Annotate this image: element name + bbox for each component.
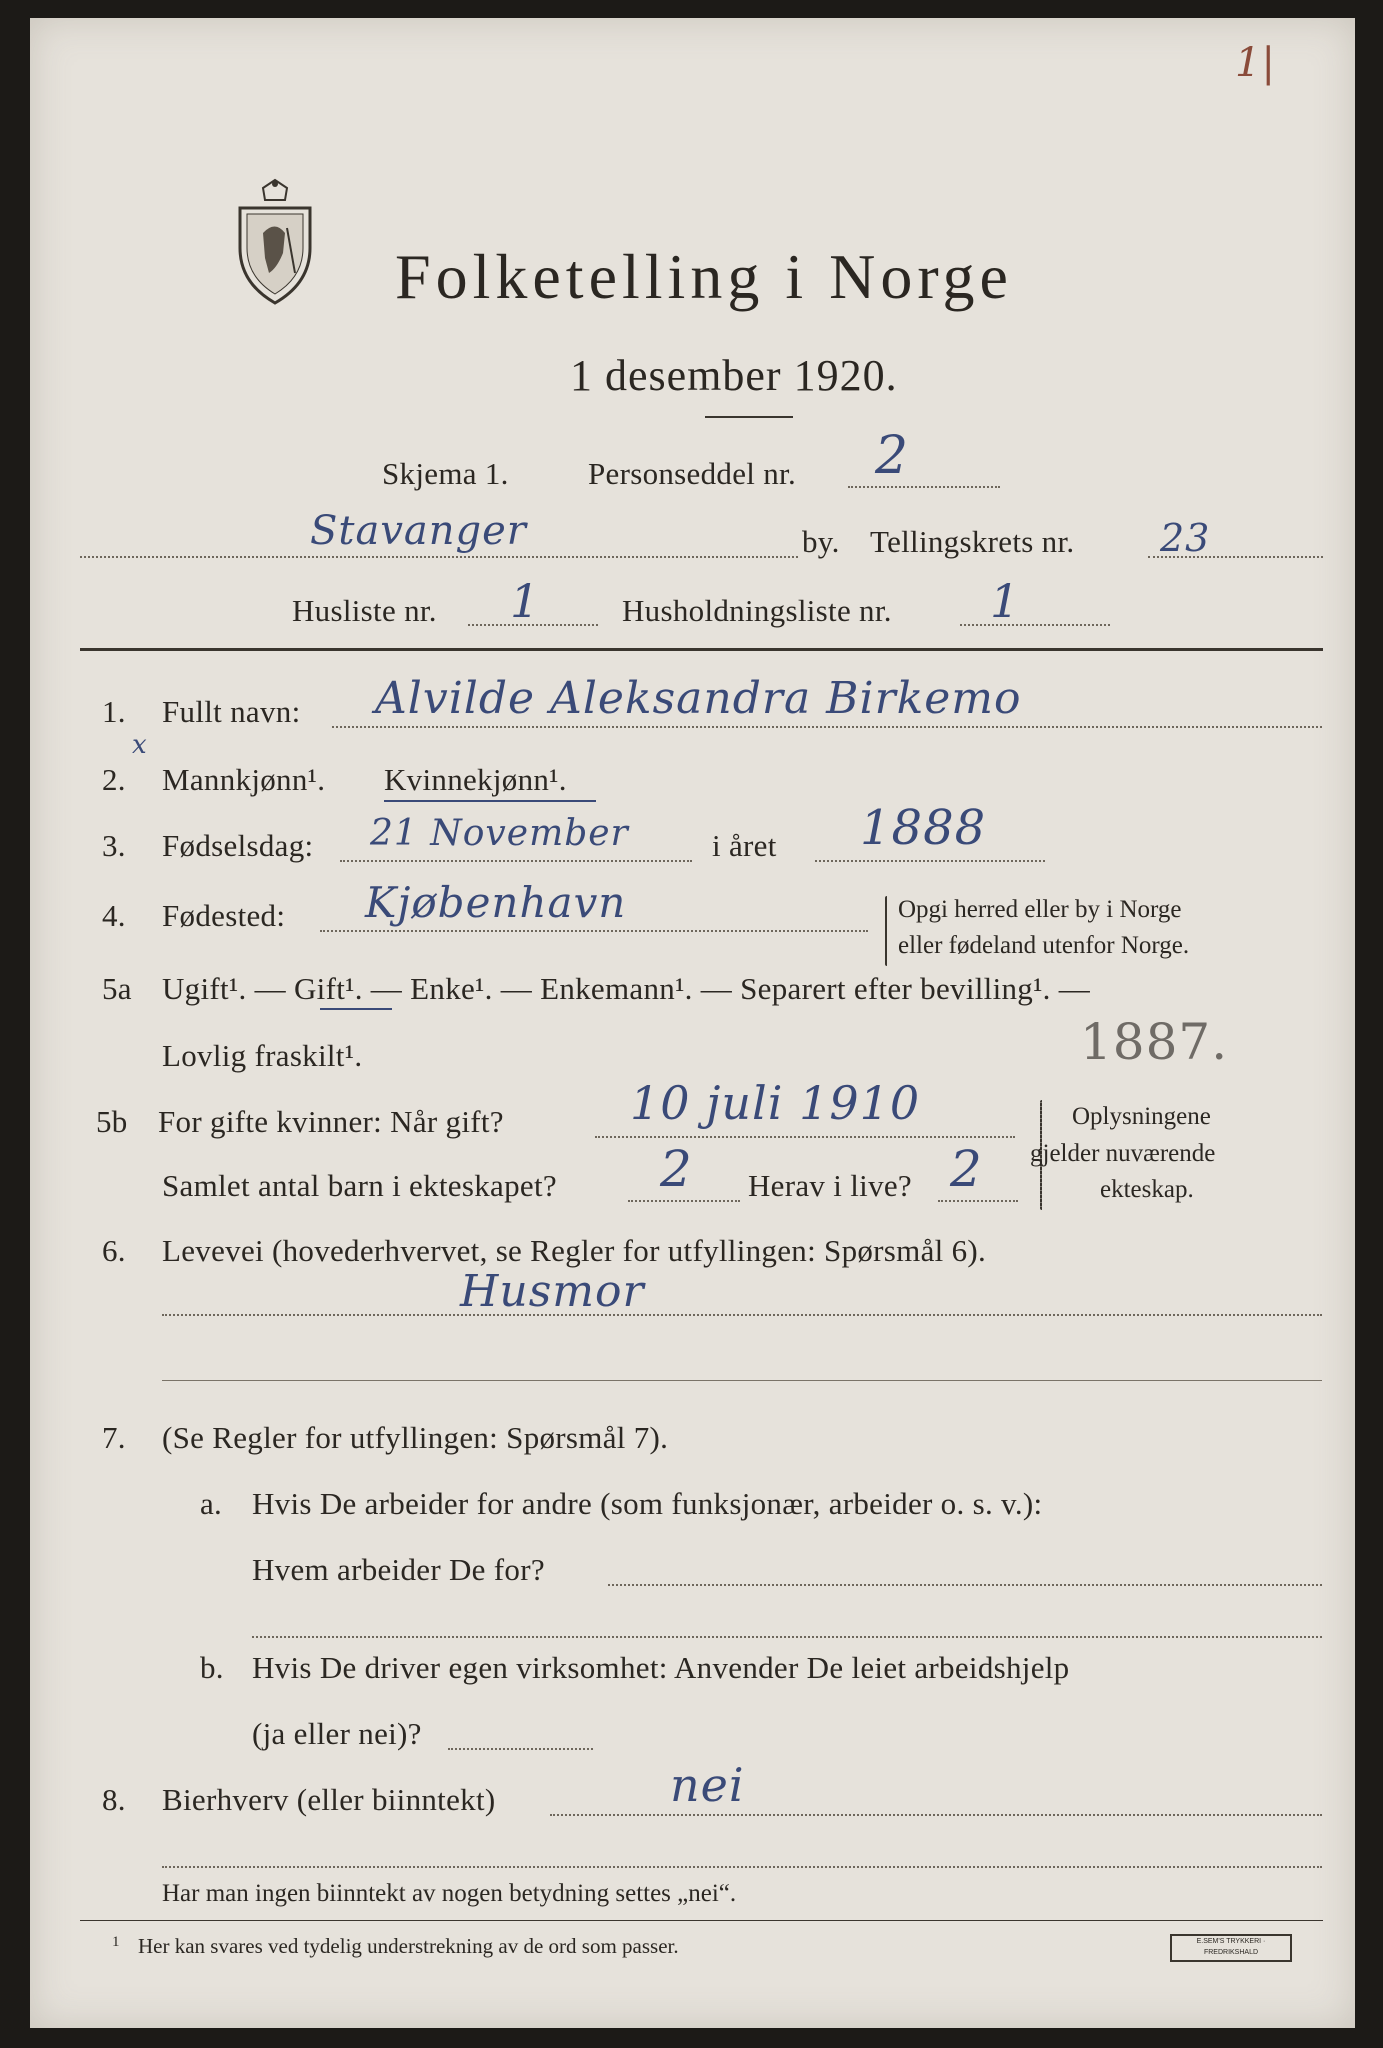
birthplace-field[interactable]: Kjøbenhavn	[365, 878, 627, 927]
q7b-line-1: Hvis De driver egen virksomhet: Anvender De leiet arbeidshjelp	[252, 1650, 1070, 1685]
q6-label: Levevei (hovederhvervet, se Regler for utfyllingen: Spørsmål 6).	[162, 1233, 987, 1268]
husholdning-label: Husholdningsliste nr.	[622, 593, 892, 628]
schema-label: Skjema 1.	[382, 456, 509, 491]
q4-number: 4.	[102, 898, 126, 933]
q2-number: 2.	[102, 762, 126, 797]
q1-label: Fullt navn:	[162, 694, 301, 729]
birth-year-field[interactable]: 1888	[860, 800, 987, 856]
corner-annotation: 1|	[1235, 40, 1276, 86]
employer-field[interactable]	[608, 1584, 1322, 1586]
occupation-field[interactable]: Husmor	[460, 1266, 645, 1317]
q2-mark: x	[132, 730, 148, 760]
marital-status-options[interactable]: Ugift¹. — Gift¹. — Enke¹. — Enkemann¹. — Separert efter bevilling¹. —	[162, 971, 1091, 1006]
side-income-field[interactable]: nei	[670, 1758, 745, 1812]
census-form	[30, 18, 1355, 2028]
gift-underline	[320, 1008, 392, 1010]
q7-number: 7.	[102, 1420, 126, 1455]
marriage-date-field[interactable]: 10 juli 1910	[630, 1076, 921, 1130]
children-field[interactable]: 2	[660, 1140, 693, 1198]
q7-label: (Se Regler for utfyllingen: Spørsmål 7).	[162, 1420, 669, 1455]
year-label: i året	[712, 828, 777, 863]
printer-stamp: E.SEM'S TRYKKERI · FREDRIKSHALD	[1170, 1934, 1292, 1962]
children-label: Samlet antal barn i ekteskapet?	[162, 1168, 557, 1203]
city-field[interactable]: Stavanger	[310, 508, 527, 554]
q1-number: 1.	[102, 694, 126, 729]
q4-note-2: eller fødeland utenfor Norge.	[898, 932, 1190, 959]
q7b-line-2: (ja eller nei)?	[252, 1716, 422, 1751]
q7b-letter: b.	[200, 1650, 224, 1685]
alive-field[interactable]: 2	[950, 1140, 983, 1198]
census-date: 1 desember 1920.	[570, 351, 898, 400]
q8-number: 8.	[102, 1782, 126, 1817]
alive-label: Herav i live?	[748, 1168, 912, 1203]
female-underline	[384, 800, 596, 802]
q7a-letter: a.	[200, 1486, 223, 1521]
husliste-label: Husliste nr.	[292, 593, 437, 628]
q7a-line-2: Hvem arbeider De for?	[252, 1552, 545, 1587]
q4-label: Fødested:	[162, 898, 286, 933]
q5b-note-2: gjelder nuværende	[1030, 1140, 1216, 1167]
q5b-note-3: ekteskap.	[1100, 1176, 1194, 1203]
male-option[interactable]: Mannkjønn¹.	[162, 762, 326, 797]
q5b-note-1: Oplysningene	[1072, 1103, 1211, 1130]
lovlig-fraskilt-option[interactable]: Lovlig fraskilt¹.	[162, 1038, 363, 1073]
q3-label: Fødselsdag:	[162, 828, 314, 863]
q5b-number: 5b	[96, 1104, 128, 1139]
female-option[interactable]: Kvinnekjønn¹.	[384, 762, 567, 797]
title-divider	[705, 416, 793, 418]
coat-of-arms-icon	[225, 178, 325, 308]
q8-label: Bierhverv (eller biinntekt)	[162, 1782, 496, 1817]
q5a-number: 5a	[102, 971, 132, 1006]
hired-help-field[interactable]	[448, 1748, 593, 1750]
q5b-label: For gifte kvinner: Når gift?	[158, 1104, 504, 1139]
q8-note: Har man ingen biinntekt av nogen betydning settes „nei“.	[162, 1880, 737, 1907]
city-suffix: by.	[802, 524, 840, 559]
q7a-line-1: Hvis De arbeider for andre (som funksjonær, arbeider o. s. v.):	[252, 1486, 1043, 1521]
form-title: Folketelling i Norge	[395, 241, 1013, 312]
personseddel-field[interactable]: 2	[875, 426, 910, 486]
tellingskrets-label: Tellingskrets nr.	[870, 524, 1075, 559]
q4-note-1: Opgi herred eller by i Norge	[898, 896, 1182, 923]
full-name-field[interactable]: Alvilde Aleksandra Birkemo	[375, 673, 1022, 724]
marriage-year-annotation: 1887.	[1080, 1013, 1229, 1071]
q6-number: 6.	[102, 1233, 126, 1268]
birthday-field[interactable]: 21 November	[370, 813, 629, 854]
header-divider	[80, 648, 1323, 651]
q3-number: 3.	[102, 828, 126, 863]
personseddel-label: Personseddel nr.	[588, 456, 796, 491]
tellingskrets-field[interactable]: 23	[1160, 516, 1211, 560]
footnote-text: Her kan svares ved tydelig understrekning av de ord som passer.	[138, 1934, 679, 1958]
husholdning-field[interactable]: 1	[990, 574, 1021, 628]
footnote-mark: 1	[112, 1934, 120, 1950]
husliste-field[interactable]: 1	[510, 574, 541, 628]
